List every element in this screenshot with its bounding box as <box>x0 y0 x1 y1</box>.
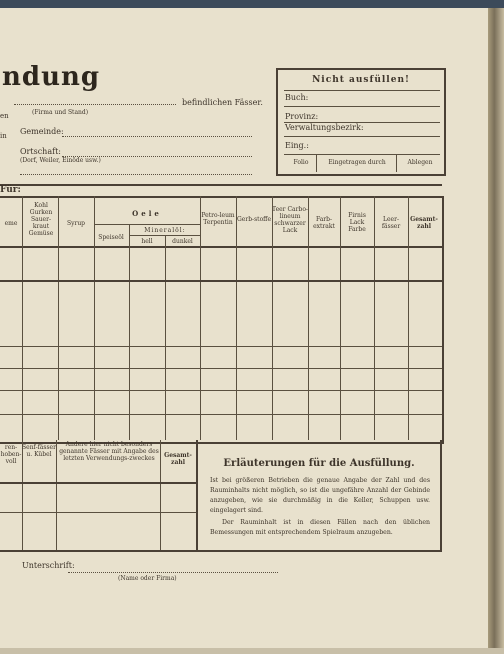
book-label: Buch: <box>285 93 309 102</box>
fass-table <box>0 196 444 444</box>
office-line <box>284 90 440 91</box>
col-cabbage: Kohl Gurken Sauer-kraut Gemüse <box>28 202 54 237</box>
col-tar: Teer Carbo-lineum schwarzer Lack <box>272 206 308 234</box>
municipality-field[interactable] <box>62 136 252 137</box>
province-label: Provinz: <box>285 112 319 121</box>
firm-line[interactable] <box>14 104 176 105</box>
lower-col-other: Andere hier nicht besonders genannte Fässer mit Angabe des letzten Verwendungs-zweckes <box>59 441 159 462</box>
signature-field[interactable] <box>68 572 278 573</box>
signature-label: Unterschrift: <box>22 561 75 570</box>
col-varnish: Firnis Lack Farbe <box>348 212 366 233</box>
entry-label: Eing.: <box>285 141 309 150</box>
col-line <box>200 196 201 440</box>
background-top <box>0 0 504 8</box>
col-total: Gesamt-zahl <box>410 216 438 230</box>
col-light: hell <box>141 238 153 245</box>
office-line <box>284 154 440 155</box>
office-line <box>284 106 440 107</box>
col-empty: Leer-fässer <box>381 216 401 230</box>
firm-caption: (Firma und Stand) <box>32 109 89 116</box>
office-col-divider <box>316 154 317 172</box>
section-label: Für: <box>0 185 21 195</box>
section-rule <box>0 184 442 186</box>
col-tanning: Gerb-stoffe <box>237 216 271 223</box>
table-row <box>0 414 442 415</box>
col-line <box>374 196 375 440</box>
office-col-divider <box>396 154 397 172</box>
lower-col-total: Gesamt-zahl <box>164 452 192 466</box>
col-line <box>340 196 341 440</box>
col-line <box>272 196 273 440</box>
row-prefix-1: en <box>0 112 9 120</box>
col-dark: dunkel <box>172 238 193 245</box>
row-prefix-2: in <box>0 132 7 140</box>
col-line <box>165 235 166 440</box>
col-line <box>236 196 237 440</box>
notes-para-1: Ist bei größeren Betrieben die genaue Angabe der Zahl und des Rauminhalts nicht möglich, so ist die ungefähre Anzahl der Gebinde anzugeben, wie sie durchmäßig in die Keller, Schuppen usw. eingelagert sind. <box>210 477 430 514</box>
table-row <box>0 512 196 513</box>
col-syrup: Syrup <box>66 220 86 227</box>
header-subrule <box>94 224 200 225</box>
col-line <box>56 440 57 550</box>
book-spine <box>488 8 504 654</box>
notes-para-2: Der Rauminhalt ist in diesen Fällen nach den üblichen Bemessungen mit entsprechendem Spielraum anzugeben. <box>210 519 430 536</box>
lower-header-rule <box>0 482 196 484</box>
table-row <box>0 390 442 391</box>
office-box-title: Nicht ausfüllen! <box>312 75 410 85</box>
table-row <box>0 346 442 347</box>
form-title: ndung <box>2 62 101 92</box>
table-row <box>0 280 442 282</box>
lower-col-partial: ren-hoben-voll <box>0 444 22 465</box>
col-filed: Ablegen <box>407 159 433 166</box>
col-edible-oil: Speiseöl <box>98 234 124 241</box>
signature-caption: (Name oder Firma) <box>118 575 177 582</box>
notes-heading: Erläuterungen für die Ausfüllung. <box>223 458 415 469</box>
group-oils: Oele <box>132 209 162 218</box>
locality-hint: (Dorf, Weiler, Einöde usw.) <box>20 157 101 164</box>
col-folio: Folio <box>293 159 309 166</box>
col-line <box>58 196 59 440</box>
col-line <box>94 196 95 440</box>
municipality-label: Gemeinde: <box>20 127 64 136</box>
col-petroleum: Petro-leum Terpentin <box>201 212 235 226</box>
col-paint: Farb-extrakt <box>313 216 335 230</box>
col-entered: Eingetragen durch <box>328 159 386 166</box>
header-rule <box>0 246 442 248</box>
group-mineral: Mineralöl: <box>144 227 186 234</box>
locality-field-2[interactable] <box>20 174 252 175</box>
col-line <box>408 196 409 440</box>
lower-col-mustard: Senf-fässer u. Kübel <box>22 444 56 458</box>
locality-label: Ortschaft: <box>20 147 61 156</box>
district-label: Verwaltungsbezirk: <box>285 123 364 132</box>
col-line <box>129 224 130 440</box>
col-partial: eme <box>4 220 18 227</box>
table-row <box>0 368 442 369</box>
page-edge <box>0 648 504 654</box>
located-barrels-text: befindlichen Fässer. <box>182 98 263 107</box>
office-line <box>284 136 440 137</box>
col-line <box>22 196 23 440</box>
col-line <box>308 196 309 440</box>
